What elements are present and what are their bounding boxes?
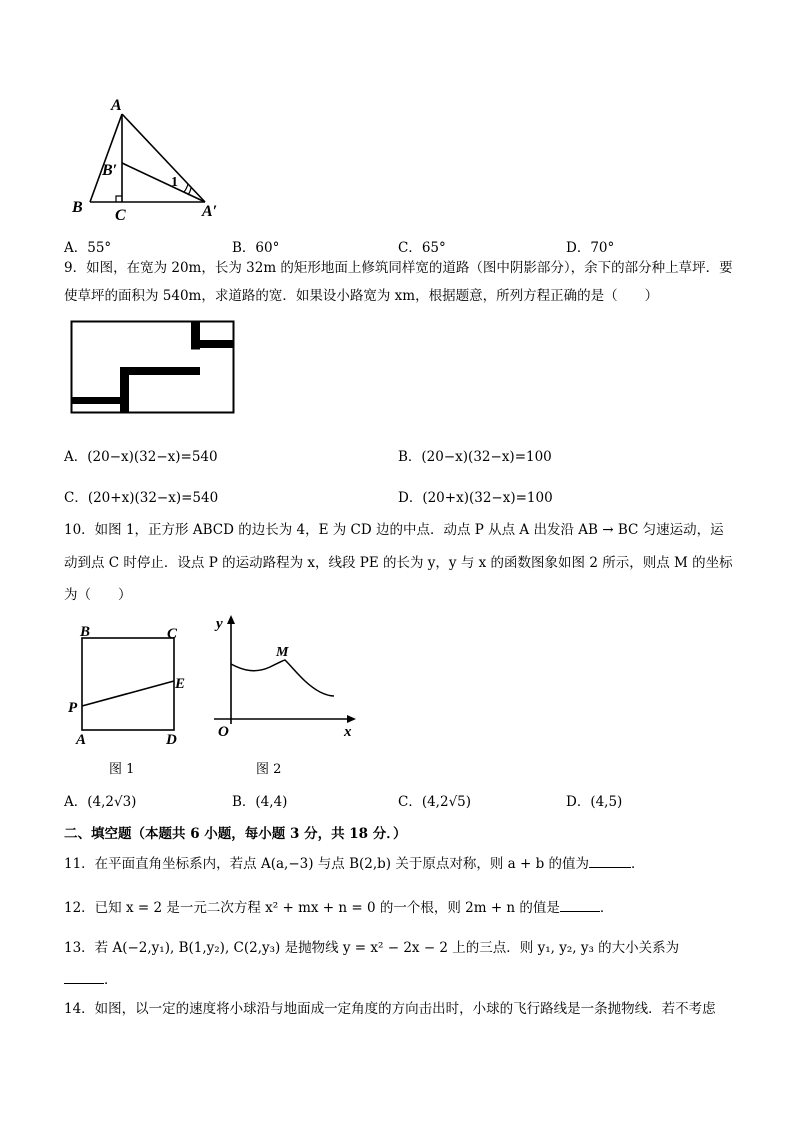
q8-triangle-figure xyxy=(60,92,240,224)
q10-option-c[interactable]: C．(4,2√5) xyxy=(398,794,472,810)
q9-road-figure xyxy=(70,320,236,416)
q10-figure-1-square xyxy=(60,620,200,750)
q11-text: 11．在平面直角坐标系内，若点 A(a,−3) 与点 B(2,b) 关于原点对称，则 a + b 的值为 xyxy=(64,856,590,872)
fig2-label-M: M xyxy=(276,645,289,660)
fig2-label-O: O xyxy=(218,724,229,740)
fig2-label-y: y xyxy=(216,616,223,632)
q10-stem-line3: 为（ ） xyxy=(64,587,132,603)
q10-figure-2-graph xyxy=(210,612,360,742)
fig1-label-E: E xyxy=(175,676,186,692)
label-A-prime: A′ xyxy=(202,203,218,220)
q9-stem-line2: 使草坪的面积为 540m，求道路的宽．如果设小路宽为 xm，根据题意，所列方程正确的是（ ） xyxy=(64,288,659,304)
q9-option-d[interactable]: D．(20+x)(32−x)=100 xyxy=(398,490,553,506)
q12-text: 12．已知 x = 2 是一元二次方程 x² + mx + n = 0 的一个根，则 2m + n 的值是 xyxy=(64,900,560,916)
q8-option-b[interactable]: B．60° xyxy=(232,240,280,256)
label-B-prime: B′ xyxy=(102,162,118,179)
q12-end: ． xyxy=(599,900,614,916)
q10-option-d[interactable]: D．(4,5) xyxy=(566,794,623,810)
label-B: B xyxy=(72,199,83,216)
q11-stem xyxy=(64,847,645,881)
q14-stem-line1: 14．如图，以一定的速度将小球沿与地面成一定角度的方向击出时，小球的飞行路线是一条抛物线．若不考虑 xyxy=(64,1001,716,1017)
q13-end: ． xyxy=(104,972,118,988)
label-C: C xyxy=(115,207,126,224)
q10-stem-line1: 10．如图 1，正方形 ABCD 的边长为 4，E 为 CD 边的中点．动点 P 从点 A 出发沿 AB → BC 匀速运动，运 xyxy=(64,522,724,538)
q11-answer-blank[interactable] xyxy=(589,853,631,868)
fig1-label-P: P xyxy=(68,700,78,716)
q8-option-c[interactable]: C．65° xyxy=(398,240,446,256)
q13-stem-line1: 13．若 A(−2,y₁), B(1,y₂), C(2,y₃) 是抛物线 y = x² − 2x − 2 上的三点．则 y₁, y₂, y₃ 的大小关系为 xyxy=(64,940,680,956)
section-2-heading: 二、填空题（本题共 6 小题，每小题 3 分，共 18 分．） xyxy=(64,826,407,842)
fig1-label-B: B xyxy=(80,624,91,640)
q12-answer-blank[interactable] xyxy=(560,897,600,912)
fig1-caption: 图 1 xyxy=(109,762,135,777)
q9-option-c[interactable]: C．(20+x)(32−x)=540 xyxy=(64,490,219,506)
label-angle-1: 1 xyxy=(171,175,178,190)
fig2-caption: 图 2 xyxy=(256,762,282,777)
q12-stem xyxy=(64,891,613,925)
q8-option-d[interactable]: D．70° xyxy=(566,240,615,256)
label-A: A xyxy=(111,97,122,114)
fig1-label-A: A xyxy=(76,732,87,748)
fig2-label-x: x xyxy=(344,724,352,740)
q10-stem-line2: 动到点 C 时停止．设点 P 的运动路程为 x，线段 PE 的长为 y，y 与 x 的函数图象如图 2 所示，则点 M 的坐标 xyxy=(64,555,733,571)
q9-option-a[interactable]: A．(20−x)(32−x)=540 xyxy=(64,449,218,465)
q11-end: ． xyxy=(631,856,645,872)
q13-answer-blank[interactable] xyxy=(64,969,104,984)
fig1-label-C: C xyxy=(167,626,178,642)
q8-option-a[interactable]: A．55° xyxy=(64,240,112,256)
q9-option-b[interactable]: B．(20−x)(32−x)=100 xyxy=(398,449,552,465)
fig1-label-D: D xyxy=(166,732,177,748)
q9-stem-line1: 9．如图，在宽为 20m，长为 32m 的矩形地面上修筑同样宽的道路（图中阴影部分），余下的部分种上草坪．要 xyxy=(64,260,733,276)
q10-option-b[interactable]: B．(4,4) xyxy=(232,794,288,810)
q10-option-a[interactable]: A．(4,2√3) xyxy=(64,794,137,810)
